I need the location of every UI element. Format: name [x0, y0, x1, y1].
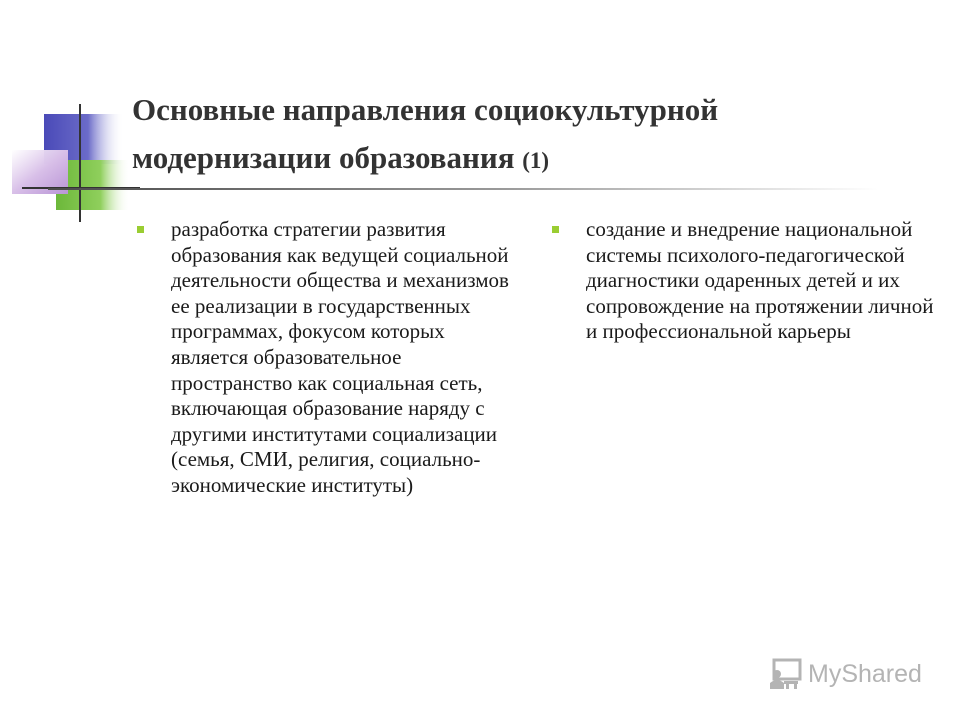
square-bullet-icon — [137, 226, 144, 233]
bullet-text-diagnostics: создание и внедрение национальной системы психолого-педагогической диагностики одаренных детей и их сопровождение на протяжении личной и профессиональной карьеры — [586, 217, 934, 344]
bullet-item-strategy — [137, 217, 517, 499]
bullet-text-strategy: разработка стратегии развития образования как ведущей социальной деятельности общества и механизмов ее реализации в государственных программах, фокусом которых является образовательное пространство как социальная сеть, включающая образование наряду с другими институтами социализации (семья, СМИ, религия, социально-экономические институты) — [171, 217, 509, 497]
title-underline — [48, 188, 878, 190]
bullet-item-diagnostics — [552, 217, 947, 345]
watermark-text: MyShared — [808, 659, 922, 688]
corner-decoration — [0, 0, 140, 230]
slide-title-text: Основные направления социокультурной модернизации образования — [132, 92, 719, 175]
left-column — [137, 217, 517, 499]
square-bullet-icon — [552, 226, 559, 233]
classroom-board-icon — [768, 658, 802, 690]
myshared-watermark — [768, 656, 922, 692]
slide-title — [132, 86, 912, 185]
slide-title-number: (1) — [522, 148, 550, 173]
right-column — [552, 217, 947, 345]
